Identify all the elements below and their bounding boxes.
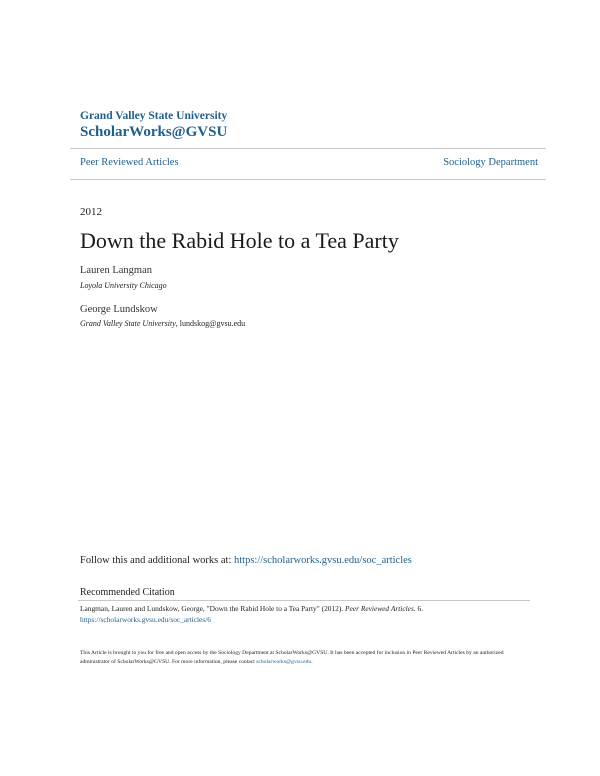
affiliation-text: Grand Valley State University: [80, 319, 176, 328]
access-note: [80, 649, 530, 667]
citation-journal: Peer Reviewed Articles: [345, 604, 414, 613]
recommended-citation-heading: Recommended Citation: [80, 587, 175, 598]
follow-text: Follow this and additional works at:: [80, 555, 234, 566]
citation-number: . 6.: [413, 604, 424, 613]
access-note-text: This Article is brought to you for free and open access by the Sociology Department at ScholarWorks@GVSU. It has been accepted for inclusion in Peer Reviewed Articles by an authorized administrator of ScholarWorks@GVSU. For more information, please contact: [80, 650, 504, 665]
affiliation-text: Loyola University Chicago: [80, 281, 167, 290]
citation-divider: [78, 600, 530, 601]
collection-url-link[interactable]: https://scholarworks.gvsu.edu/soc_articles: [234, 555, 412, 566]
author-affiliation: [80, 319, 245, 328]
nav-divider: [70, 179, 546, 180]
masthead: [80, 109, 227, 141]
author-affiliation: [80, 281, 167, 290]
collection-nav: [80, 157, 538, 168]
peer-reviewed-articles-link[interactable]: Peer Reviewed Articles: [80, 157, 179, 168]
repository-name[interactable]: ScholarWorks@GVSU: [80, 124, 228, 140]
publication-year: 2012: [80, 206, 102, 218]
citation-block: [80, 603, 530, 625]
citation-url-link[interactable]: https://scholarworks.gvsu.edu/soc_articles/6: [80, 615, 211, 624]
author-name: Lauren Langman: [80, 265, 153, 276]
follow-line: [80, 555, 412, 566]
top-divider: [70, 148, 546, 149]
contact-email-link[interactable]: scholarworks@gvsu.edu: [256, 659, 312, 665]
author-name: George Lundskow: [80, 304, 158, 315]
access-note-end: .: [311, 659, 313, 665]
author-email[interactable]: , lundskog@gvsu.edu: [175, 319, 246, 328]
university-name[interactable]: Grand Valley State University: [80, 110, 228, 122]
citation-text: Langman, Lauren and Lundskow, George, "Down the Rabid Hole to a Tea Party" (2012).: [80, 604, 346, 613]
article-title: Down the Rabid Hole to a Tea Party: [80, 228, 399, 253]
sociology-department-link[interactable]: Sociology Department: [443, 157, 538, 168]
